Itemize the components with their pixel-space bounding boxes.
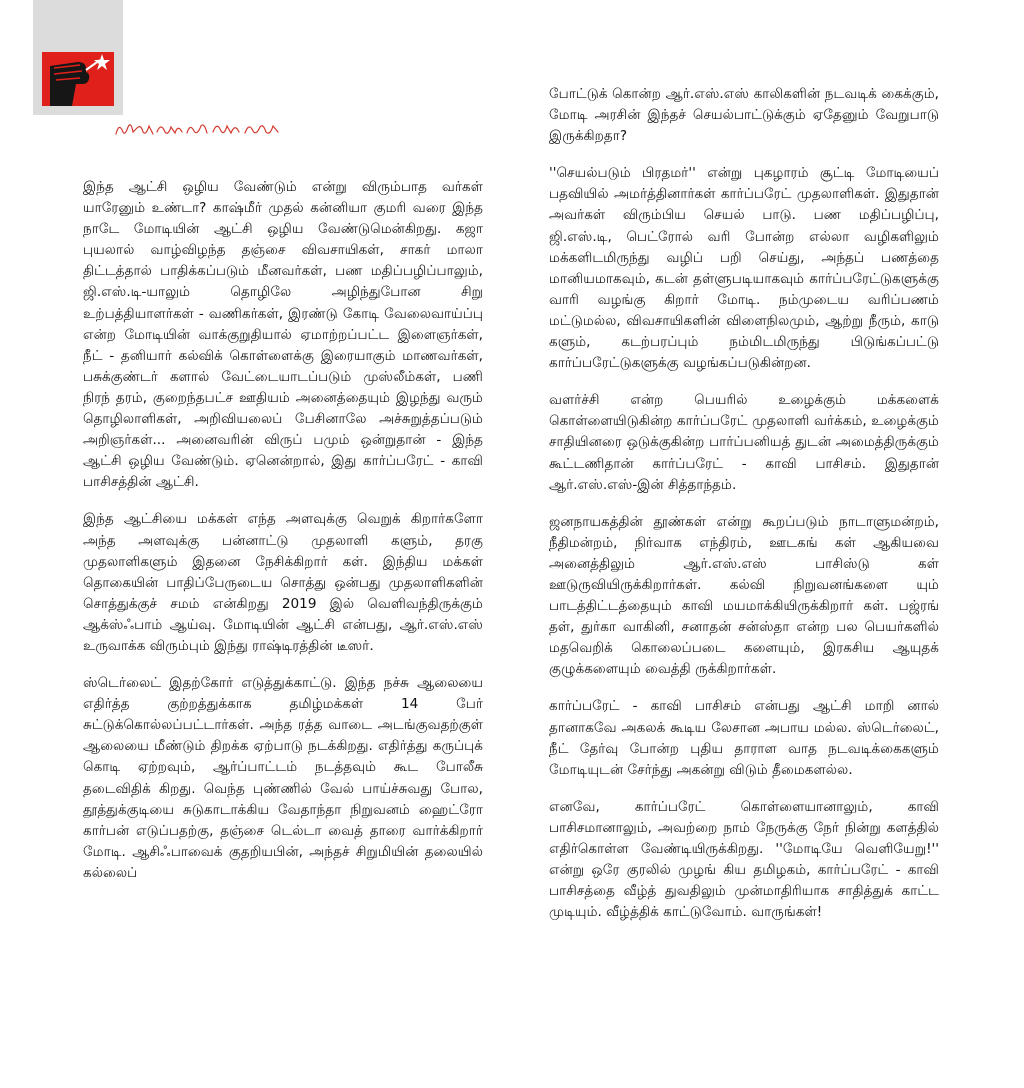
logo-panel (33, 0, 123, 115)
left-column (83, 177, 483, 884)
paragraph: ''செயல்படும் பிரதமர்'' என்று புகழாரம் சூட்டி மோடியைப் பதவியில் அமர்த்தினார்கள் கார்ப்பரேட் முதலாளிகள். இதுதான் அவர்கள் விரும்பிய செயல் பாடு. பண மதிப்பழிப்பு, ஜி.எஸ்.டி, பெட்ரோல் வரி போன்ற எல்லா வழிகளிலும் மக்களிடமிருந்து வழிப் பறி செய்து, அந்தப் பணத்தை மானியமாகவும், கடன் தள்ளுபடியாகவும் கார்ப்பரேட்டுகளுக்கு வாரி வழங்கு கிறார் மோடி. நம்முடைய வரிப்பணம் மட்டுமல்ல, விவசாயிகளின் விளைநிலமும், ஆற்று நீரும், காடு களும், கடற்பரப்பும் நம்மிடமிருந்து பிடுங்கப்பட்டு கார்ப்பரேட்டுகளுக்கு வழங்கப்படுகின்றன. (549, 165, 939, 372)
paragraph: ஸ்டெர்லைட் இதற்கோர் எடுத்துக்காட்டு. இந்த நச்சு ஆலையை எதிர்த்த குற்றத்துக்காக தமிழ்மக்கள் 14 பேர் சுட்டுக்கொல்லப்பட்டார்கள். அந்த ரத்த வாடை அடங்குவதற்குள் ஆலையை மீண்டும் திறக்க ஏற்பாடு நடக்கிறது. எதிர்த்து கருப்புக் கொடி ஏற்றவும், ஆர்ப்பாட்டம் நடத்தவும் கூட போலீசு தடைவிதிக் கிறது. வெந்த புண்ணில் வேல் பாய்ச்சுவது போல, தூத்துக்குடியை சுடுகாடாக்கிய வேதாந்தா நிறுவனம் ஹைட்ரோ கார்பன் எடுப்பதற்கு, தஞ்சை டெல்டா வைத் தாரை வார்க்கிறார் மோடி. ஆசிஃபாவைக் குதறியபின், அந்தச் சிறுமியின் தலையில் கல்லைப் (83, 675, 483, 881)
paragraph: இந்த ஆட்சி ஒழிய வேண்டும் என்று விரும்பாத வர்கள் யாரேனும் உண்டா? காஷ்மீர் முதல் கன்னியா குமரி வரை இந்த நாடே மோடியின் ஆட்சி ஒழிய வேண்டுமென்கிறது. கஜா புயலால் வாழ்விழந்த தஞ்சை விவசாயிகள், சாகர் மாலா திட்டத்தால் பாதிக்கப்படும் மீனவர்கள், பண மதிப்பழிப்பாலும், ஜி.எஸ்.டி-யாலும் தொழிலே அழிந்துபோன சிறு உற்பத்தியாளர்கள் - வணிகர்கள், இரண்டு கோடி வேலைவாய்ப்பு என்ற மோடியின் வாக்குறுதியால் ஏமாற்றப்பட்ட இளைஞர்கள், நீட் - தனியார் கல்விக் கொள்ளைக்கு இரையாகும் மாணவர்கள், பசுக்குண்டர் களால் வேட்டையாடப்படும் முஸ்லீம்கள், பணி நிரந் தரம், குறைந்தபட்ச ஊதியம் அனைத்தையும் இழந்து வரும் தொழிலாளிகள், அறிவியலைப் பேசினாலே அச்சுறுத்தப்படும் அறிஞர்கள்... அனைவரின் விருப் பமும் ஒன்றுதான் - இந்த ஆட்சி ஒழிய வேண்டும். ஏனென்றால், இது கார்ப்பரேட் - காவி பாசிசத்தின் ஆட்சி. (83, 179, 483, 491)
paragraph: இந்த ஆட்சியை மக்கள் எந்த அளவுக்கு வெறுக் கிறார்களோ அந்த அளவுக்கு பன்னாட்டு முதலாளி களும், தரகு முதலாளிகளும் இதனை நேசிக்கிறார் கள். இந்திய மக்கள் தொகையின் பாதிப்பேருடைய சொத்து ஒன்பது முதலாளிகளின் சொத்துக்குச் சமம் என்கிறது 2019 இல் வெளிவந்திருக்கும் ஆக்ஸ்ஃபாம் ஆய்வு. மோடியின் ஆட்சி என்பது, ஆர்.எஸ்.எஸ் உருவாக்க விரும்பும் இந்து ராஷ்டிரத்தின் டீஸர். (83, 511, 483, 654)
right-column (549, 84, 939, 923)
paragraph: கார்ப்பரேட் - காவி பாசிசம் என்பது ஆட்சி மாறி னால் தானாகவே அகலக் கூடிய லேசான அபாய மல்ல. ஸ்டெர்லைட், நீட் தேர்வு போன்ற புதிய தாராள வாத நடவடிக்கைகளும் மோடியுடன் சேர்ந்து அகன்று விடும் தீமைகளல்ல. (549, 698, 939, 778)
paragraph: வளர்ச்சி என்ற பெயரில் உழைக்கும் மக்களைக் கொள்ளையிடுகின்ற கார்ப்பரேட் முதலாளி வர்க்கம், உழைக்கும் சாதியினரை ஒடுக்குகின்ற பார்ப்பனியத் துடன் அமைத்திருக்கும் கூட்டணிதான் கார்ப்பரேட் - காவி பாசிசம். இதுதான் ஆர்.எஸ்.எஸ்-இன் சித்தாந்தம். (549, 392, 939, 493)
raised-fist-star-icon (42, 52, 114, 106)
handwritten-signature (113, 118, 283, 140)
paragraph: ஜனநாயகத்தின் தூண்கள் என்று கூறப்படும் நாடாளுமன்றம், நீதிமன்றம், நிர்வாக எந்திரம், ஊடகங் கள் ஆகியவை அனைத்திலும் ஆர்.எஸ்.எஸ் பாசிஸ்டு கள் ஊடுருவியிருக்கிறார்கள். கல்வி நிறுவனங்களை யும் பாடத்திட்டத்தையும் காவி மயமாக்கியிருக்கிறார் கள். பஜ்ரங் தள், துர்கா வாகினி, சனாதன் சன்ஸ்தா என்ற பல பெயர்களில் மதவெறிக் கொலைப்படை களையும், இரகசிய ஆயுதக் குழுக்களையும் வைத்தி ருக்கிறார்கள். (549, 513, 939, 678)
paragraph: எனவே, கார்ப்பரேட் கொள்ளையானாலும், காவி பாசிசமானாலும், அவற்றை நாம் நேருக்கு நேர் நின்று களத்தில் எதிர்கொள்ள வேண்டியிருக்கிறது. ''மோடியே வெளியேறு!'' என்று ஒரே குரலில் முழங் கிய தமிழகம், கார்ப்பரேட் - காவி பாசிசத்தை வீழ்த் துவதிலும் முன்மாதிரியாக சாதித்துக் காட்ட முடியும். வீழ்த்திக் காட்டுவோம். வாருங்கள்! (549, 798, 939, 921)
paragraph: போட்டுக் கொன்ற ஆர்.எஸ்.எஸ் காலிகளின் நடவடிக் கைக்கும், மோடி அரசின் இந்தச் செயல்பாட்டுக்கும் ஏதேனும் வேறுபாடு இருக்கிறதா? (549, 86, 939, 145)
